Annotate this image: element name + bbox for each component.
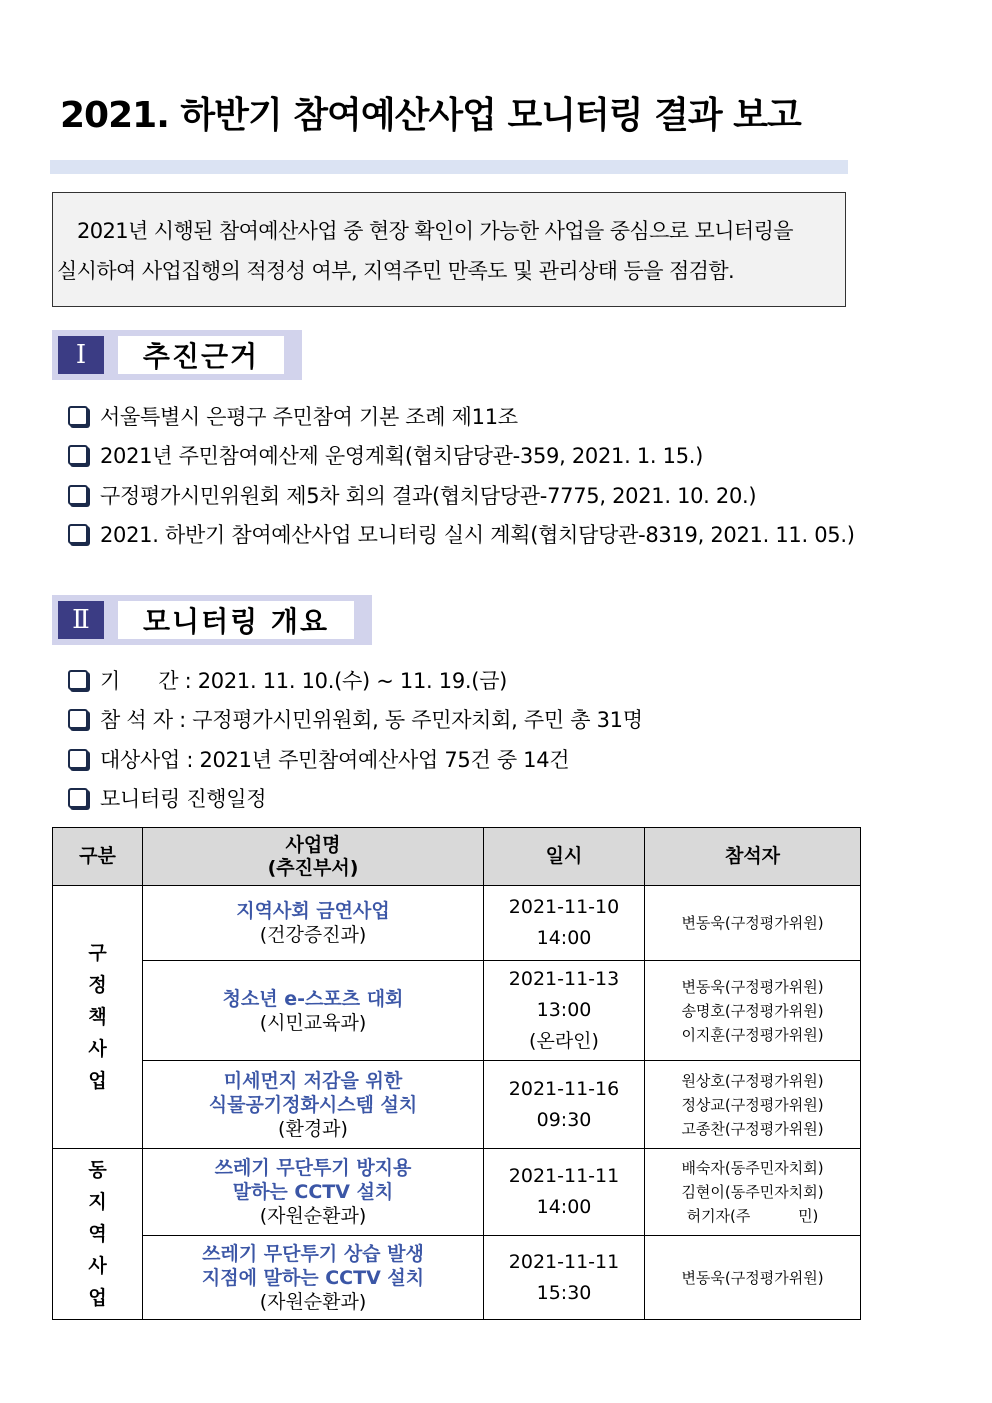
project-name: 쓰레기 무단투기 방지용	[214, 1157, 412, 1179]
datetime-cell: 2021-11-11 15:30	[484, 1236, 645, 1320]
attendees-cell: 변동욱(구정평가위원)	[645, 1236, 861, 1320]
checkbox-bullet-icon	[68, 406, 88, 426]
project-dept: (시민교육과)	[259, 1011, 367, 1034]
section-heading-overview	[52, 595, 372, 645]
checkbox-bullet-icon	[68, 709, 88, 729]
project-cell	[143, 1149, 484, 1236]
basis-list	[68, 396, 855, 554]
project-dept: (자원순환과)	[259, 1290, 367, 1313]
page-title: 2021. 하반기 참여예산사업 모니터링 결과 보고	[60, 95, 801, 136]
list-item	[68, 515, 855, 555]
project-name: 식물공기정화시스템 설치	[208, 1093, 418, 1116]
list-item-text: 2021년 주민참여예산제 운영계획(협치담당관-359, 2021. 1. 15.)	[100, 444, 704, 469]
attendees-cell: 배숙자(동주민자치회) 김현이(동주민자치회) 허기자(주 민)	[645, 1149, 861, 1236]
header-category: 구분	[53, 828, 143, 886]
header-project-line2: (추진부서)	[267, 856, 359, 879]
summary-line-1: 2021년 시행된 참여예산사업 중 현장 확인이 가능한 사업을 중심으로 모니터링을	[77, 219, 793, 243]
header-project-line1: 사업명	[285, 833, 341, 856]
checkbox-bullet-icon	[68, 485, 88, 505]
project-cell	[143, 886, 484, 961]
summary-line-2: 실시하여 사업집행의 적정성 여부, 지역주민 만족도 및 관리상태 등을 점검함.	[57, 259, 735, 283]
table-row	[53, 1236, 861, 1320]
project-dept: (건강증진과)	[259, 924, 367, 946]
checkbox-bullet-icon	[68, 749, 88, 769]
table-row	[53, 886, 861, 961]
header-project	[143, 828, 484, 886]
list-item-text: 구정평가시민위원회 제5차 회의 결과(협치담당관-7775, 2021. 10. 20.)	[100, 483, 757, 508]
summary-box	[52, 192, 846, 307]
list-item-text: 참 석 자 : 구정평가시민위원회, 동 주민자치회, 주민 총 31명	[100, 708, 643, 733]
section-numeral: Ⅱ	[58, 601, 104, 639]
table-row	[53, 1061, 861, 1149]
checkbox-bullet-icon	[68, 788, 88, 808]
section-label: 모니터링 개요	[118, 601, 354, 639]
project-name: 청소년 e-스포츠 대회	[222, 987, 404, 1010]
datetime-cell: 2021-11-13 13:00 (온라인)	[484, 961, 645, 1061]
overview-list	[68, 660, 643, 818]
list-item	[68, 739, 643, 779]
checkbox-bullet-icon	[68, 670, 88, 690]
attendees-cell: 변동욱(구정평가위원) 송명호(구정평가위원) 이지훈(구정평가위원)	[645, 961, 861, 1061]
datetime-cell: 2021-11-11 14:00	[484, 1149, 645, 1236]
project-cell	[143, 1236, 484, 1320]
list-item-text: 2021. 하반기 참여예산사업 모니터링 실시 계획(협치담당관-8319, 2021. 11. 05.)	[100, 523, 855, 548]
list-item	[68, 436, 855, 476]
list-item-text: 서울특별시 은평구 주민참여 기본 조례 제11조	[100, 404, 518, 429]
project-cell	[143, 1061, 484, 1149]
section-numeral: Ⅰ	[58, 336, 104, 374]
project-cell	[143, 961, 484, 1061]
title-underline-bar	[50, 160, 848, 174]
section-heading-basis	[52, 330, 302, 380]
category-cell-neighborhood: 동 지 역 사 업	[53, 1149, 143, 1320]
project-dept: (환경과)	[278, 1117, 348, 1140]
list-item-text: 모니터링 진행일정	[100, 787, 267, 812]
table-header-row	[53, 828, 861, 886]
table-row	[53, 1149, 861, 1236]
project-name: 미세먼지 저감을 위한	[223, 1069, 403, 1092]
list-item	[68, 475, 855, 515]
list-item	[68, 396, 855, 436]
attendees-cell: 원상호(구정평가위원) 정상교(구정평가위원) 고종찬(구정평가위원)	[645, 1061, 861, 1149]
table-row	[53, 961, 861, 1061]
header-datetime: 일시	[484, 828, 645, 886]
datetime-cell: 2021-11-10 14:00	[484, 886, 645, 961]
checkbox-bullet-icon	[68, 445, 88, 465]
checkbox-bullet-icon	[68, 524, 88, 544]
list-item-text: 기 간 : 2021. 11. 10.(수) ~ 11. 19.(금)	[100, 668, 508, 693]
category-cell-district-policy: 구 정 책 사 업	[53, 886, 143, 1149]
list-item	[68, 700, 643, 740]
monitoring-schedule-table	[52, 827, 861, 1320]
section-label: 추진근거	[118, 336, 284, 374]
project-name: 지점에 말하는 CCTV 설치	[201, 1266, 425, 1289]
project-name: 지역사회 금연사업	[236, 900, 390, 922]
header-attendees: 참석자	[645, 828, 861, 886]
project-name: 말하는 CCTV 설치	[232, 1181, 394, 1203]
list-item	[68, 660, 643, 700]
project-dept: (자원순환과)	[259, 1205, 367, 1227]
datetime-cell: 2021-11-16 09:30	[484, 1061, 645, 1149]
project-name: 쓰레기 무단투기 상습 발생	[202, 1242, 424, 1265]
list-item	[68, 779, 643, 819]
list-item-text: 대상사업 : 2021년 주민참여예산사업 75건 중 14건	[100, 747, 570, 772]
attendees-cell: 변동욱(구정평가위원)	[645, 886, 861, 961]
